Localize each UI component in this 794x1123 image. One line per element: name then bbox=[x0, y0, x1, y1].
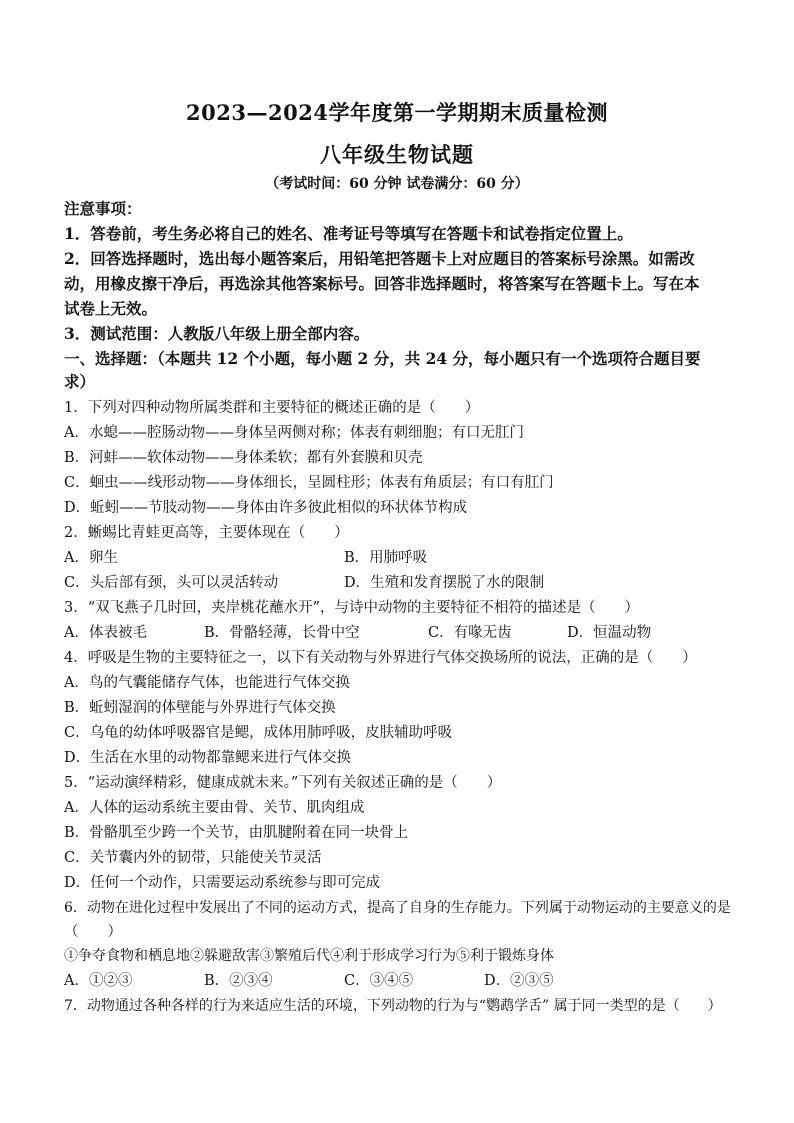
question-6-stem-line-2: （ ） bbox=[64, 924, 122, 940]
question-5-option-a: A．人体的运动系统主要由骨、关节、肌肉组成 bbox=[64, 800, 365, 816]
note-3: 3．测试范围：人教版八年级上册全部内容。 bbox=[64, 324, 370, 343]
question-4-stem: 4．呼吸是生物的主要特征之一，以下有关动物与外界进行气体交换场所的说法，正确的是（ ） bbox=[64, 650, 697, 666]
question-4-option-c: C．乌龟的幼体呼吸器官是鳃，成体用肺呼吸，皮肤辅助呼吸 bbox=[64, 725, 453, 741]
question-3-option-c: C．有喙无齿 bbox=[428, 625, 512, 641]
note-2-line-3: 试卷上无效。 bbox=[64, 299, 158, 318]
question-1-option-c: C．蛔虫——线形动物——身体细长，呈圆柱形；体表有角质层；有口有肛门 bbox=[64, 475, 554, 491]
question-5-option-b: B．骨骼肌至少跨一个关节，由肌腱附着在同一块骨上 bbox=[64, 825, 409, 841]
question-6-items: ①争夺食物和栖息地②躲避敌害③繁殖后代④利于形成学习行为⑤利于锻炼身体 bbox=[64, 948, 554, 964]
exam-subtitle: 八年级生物试题 bbox=[320, 142, 474, 167]
section-heading-line-2: 求） bbox=[64, 372, 96, 391]
question-4-option-b: B．蚯蚓湿润的体壁能与外界进行气体交换 bbox=[64, 700, 336, 716]
question-4-option-d: D．生活在水里的动物都靠鳃来进行气体交换 bbox=[64, 750, 352, 766]
notes-heading: 注意事项： bbox=[64, 199, 142, 218]
question-5-option-d: D．任何一个动作，只需要运动系统参与即可完成 bbox=[64, 875, 381, 891]
exam-title: 2023—2024学年度第一学期期末质量检测 bbox=[186, 100, 608, 125]
note-2-line-2: 动，用橡皮擦干净后，再选涂其他答案标号。回答非选择题时，将答案写在答题卡上。写在本 bbox=[64, 274, 700, 293]
question-6-option-d: D．②③⑤ bbox=[484, 973, 554, 989]
question-1-option-d: D．蚯蚓——节肢动物——身体由许多彼此相似的环状体节构成 bbox=[64, 500, 468, 516]
note-2-line-1: 2．回答选择题时，选出每小题答案后，用铅笔把答题卡上对应题目的答案标号涂黑。如需改 bbox=[64, 249, 695, 268]
question-1-stem: 1．下列对四种动物所属类群和主要特征的概述正确的是（ ） bbox=[64, 400, 480, 416]
question-2-option-b: B．用肺呼吸 bbox=[344, 550, 428, 566]
question-5-stem: 5．“运动演绎精彩，健康成就未来。”下列有关叙述正确的是（ ） bbox=[64, 775, 502, 791]
question-2-stem: 2．蜥蜴比青蛙更高等，主要体现在（ ） bbox=[64, 525, 349, 541]
question-2-option-a: A．卵生 bbox=[64, 550, 118, 566]
exam-info: （考试时间：60 分钟 试卷满分：60 分） bbox=[265, 176, 529, 192]
question-3-option-b: B．骨骼轻薄，长骨中空 bbox=[204, 625, 360, 641]
question-3-option-d: D．恒温动物 bbox=[567, 625, 652, 641]
question-6-option-b: B．②③④ bbox=[204, 973, 273, 989]
question-4-option-a: A．鸟的气囊能储存气体，也能进行气体交换 bbox=[64, 675, 350, 691]
section-heading-line-1: 一、选择题：（本题共 12 个小题，每小题 2 分，共 24 分，每小题只有一个选项符合题目要 bbox=[64, 349, 701, 368]
question-6-option-a: A．①②③ bbox=[64, 973, 133, 989]
question-3-stem: 3．“双飞燕子几时回，夹岸桃花蘸水开”，与诗中动物的主要特征不相符的描述是（ ） bbox=[64, 600, 640, 616]
question-1-option-a: A．水螅——腔肠动物——身体呈两侧对称；体表有刺细胞；有口无肛门 bbox=[64, 425, 524, 441]
question-2-option-c: C．头后部有颈，头可以灵活转动 bbox=[64, 575, 279, 591]
question-6-option-c: C．③④⑤ bbox=[344, 973, 414, 989]
question-7-stem: 7．动物通过各种各样的行为来适应生活的环境，下列动物的行为与“鹦鹉学舌” 属于同一类型的是（ ） bbox=[64, 998, 722, 1014]
question-5-option-c: C．关节囊内外的韧带，只能使关节灵活 bbox=[64, 850, 322, 866]
question-1-option-b: B．河蚌——软体动物——身体柔软；都有外套膜和贝壳 bbox=[64, 450, 423, 466]
question-6-stem-line-1: 6．动物在进化过程中发展出了不同的运动方式，提高了自身的生存能力。下列属于动物运动的主要意义的是 bbox=[64, 900, 731, 916]
note-1: 1．答卷前，考生务必将自己的姓名、准考证号等填写在答题卡和试卷指定位置上。 bbox=[64, 224, 633, 243]
question-3-option-a: A．体表被毛 bbox=[64, 625, 147, 641]
question-2-option-d: D．生殖和发育摆脱了水的限制 bbox=[344, 575, 545, 591]
